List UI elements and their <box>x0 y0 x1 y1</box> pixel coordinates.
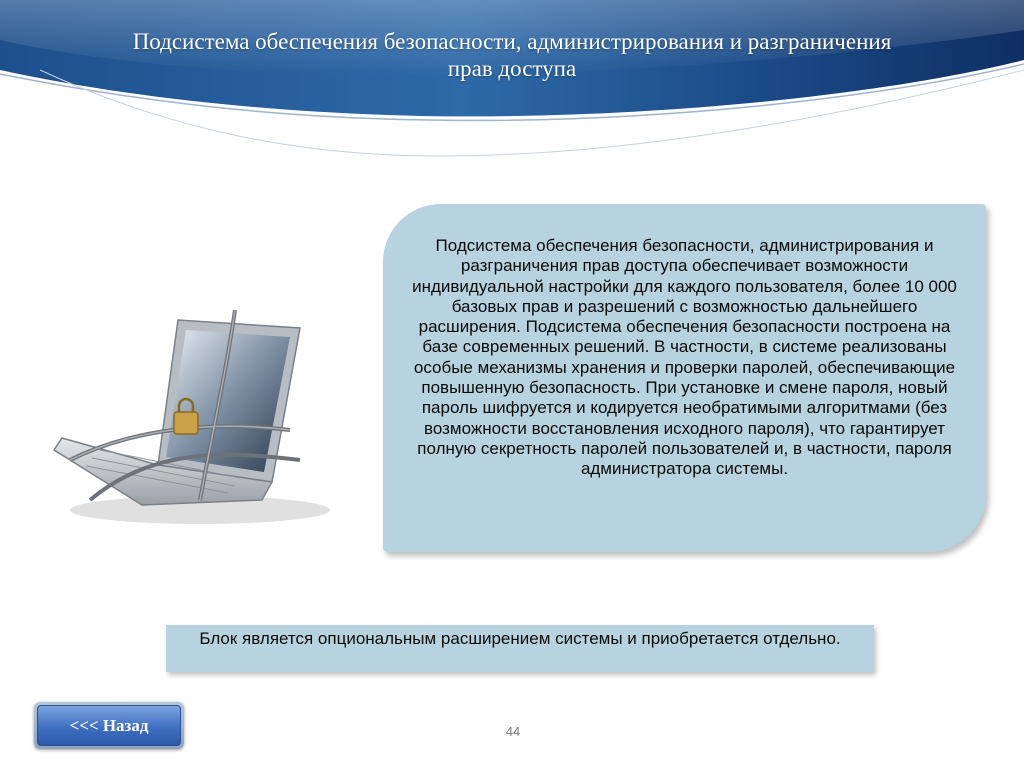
description-text: Подсистема обеспечения безопасности, администрирования и разграничения прав доступа обеспечивает возможности индивидуальной настройки для каждого пользователя, более 10 000 базовых прав и разрешений с возможностью дальнейшего расширения. Подсистема обеспечения безопасности построена на базе современных решений. В частности, в системе реализованы особые механизмы хранения и проверки паролей, обеспечивающие повышенную безопасность. При установке и смене пароля, новый пароль шифруется и кодируется необратимыми алгоритмами (без возможности восстановления исходного пароля), что гарантирует полную секретность паролей пользователей и, в частности, пароля администратора системы. <box>412 236 957 479</box>
back-button-label: <<< Назад <box>69 715 149 735</box>
back-button-face[interactable] <box>37 705 181 746</box>
back-button[interactable] <box>34 702 184 749</box>
page-number: 44 <box>505 724 521 739</box>
slide-title: Подсистема обеспечения безопасности, администрирования и разграничения прав доступа <box>132 29 892 81</box>
header-banner <box>0 0 1024 170</box>
note-text: Блок является опциональным расширением системы и приобретается отдельно. <box>199 629 841 648</box>
note-bar <box>166 625 874 672</box>
description-panel <box>383 204 986 552</box>
chained-laptop-icon <box>50 300 350 530</box>
